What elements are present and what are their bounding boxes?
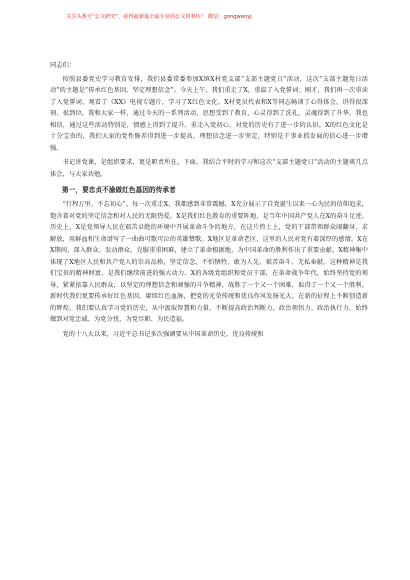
paragraph-3: “行程万里，不忘初心”。每一次重走X，我都感到非常震撼，X充分展示了自党诞生以来一心为民的信仰追求，饱含着对党的坚定信念和对人民的无限热爱。X是我们红色教育的重要阵地，是当年中国共产党人在X的奋斗足迹。历史上，X是党领导人民在艰苦卓绝的环境中开展革命斗争的地方，在这片热土上，党的干部带领群众闹翻身、求解放，用鲜血和生命谱写了一曲曲可歌可泣的英雄赞歌。X地区是革命老区，这里的人民对党有着深厚的感情。X在X期间，深入群众、发动群众，克服重重困难，建立了革命根据地，为中国革命的胜利作出了重要贡献。X精神集中体现了X地区人民和共产党人的崇高品格，坚定信念、不怕牺牲、敢为人先、艰苦奋斗、无私奉献。这种精神是我们宝贵的精神财富，是我们继续前进的强大动力。X的各级党组织和党员干部，在革命战争年代，始终坚持党的领导，紧紧依靠人民群众，以坚定的理想信念和顽强的斗争精神，战胜了一个又一个困难，取得了一个又一个胜利。新时代我们更要传承好红色基因，赓续红色血脉，把党的光荣传统和优良作风发扬光大，在新的征程上不断创造新的辉煌。我们要认真学习党的历史，从中汲取智慧和力量，不断提高政治判断力、政治领悟力、政治执行力，始终做到对党忠诚、为党分忧、为党尽职、为民造福。 (50, 201, 368, 323)
document-body (50, 60, 368, 343)
section-heading-1: 第一，要忠贞不渝做红色基因的传承者 (62, 186, 176, 194)
greeting: 同志们： (50, 62, 76, 69)
paragraph-2: 书记讲党课，是组织要求，更是职责所在。下面，我结合平时的学习和这次“支部主题党日”活动的主题谈几点体会，与大家共勉。 (50, 159, 368, 178)
paragraph-1: 按照县委党史学习教育安排，我们县委常委参加X镇X村党支部“支部主题党日”活动，这次“支部主题党日活动”的主题是“传承红色基因，坚定理想信念”。今天上午，我们重走了X，重温了入党誓词；刚才，我们再一次重读了入党誓词，观看了《XX》电视专题片，学习了X红色文化。X村党员代表和X等同志畅谈了心得体会，讲得很深刻、很到位，我和大家一样，通过今天的一系列活动，思想受到了教育，心灵得到了洗礼，灵魂得到了升华。我也相信，通过这些活动特别是，情感上得到了提升。重走入党初心，对党的历史有了进一步的认识。X的红色文化是十分宝贵的，我们大家的党性修养得到进一步提高，理想信念进一步坚定，特别是干事业抓发展的信心进一步增强。 (50, 75, 368, 152)
paragraph-4: 党的十八大以来，习近平总书记多次强调要从中国革命历史、优良传统和 (62, 330, 264, 338)
header-banner: 关注头条号“公文研究”，获得最新最全最专业的公文资料库！ 微信：gongwenyj (66, 14, 252, 20)
